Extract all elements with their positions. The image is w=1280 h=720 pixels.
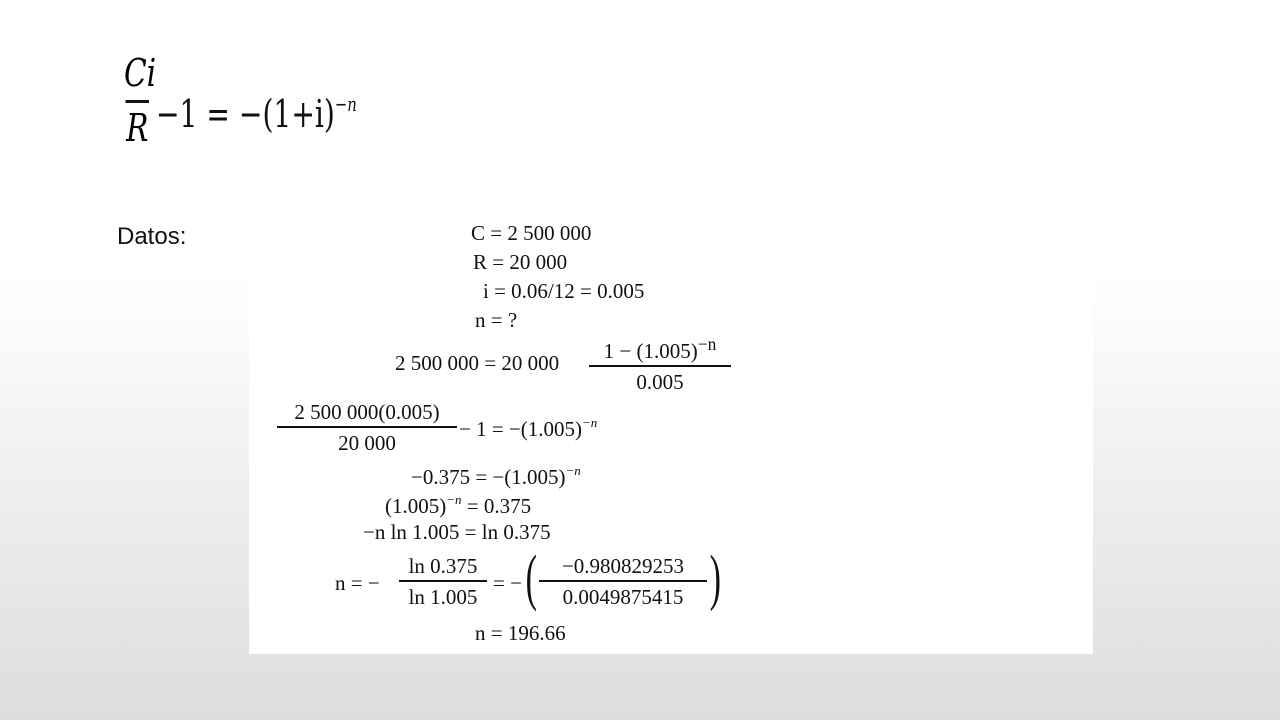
eq6-denominator: ln 1.005 — [408, 585, 478, 609]
eq4-exponent: −n — [446, 492, 462, 507]
eq1-numerator — [589, 336, 731, 362]
eq6-inner-fraction — [539, 556, 707, 608]
right-paren: ) — [709, 544, 722, 612]
result: n = 196.66 — [475, 621, 566, 645]
eq2-fraction — [277, 402, 457, 454]
formula-fraction-bar — [126, 100, 149, 103]
eq1-numerator-text: 1 − (1.005) — [603, 339, 698, 363]
eq2-numerator: 2 500 000(0.005) — [294, 400, 440, 424]
formula-rhs — [156, 92, 357, 136]
eq6-lhs: n = − — [335, 571, 380, 595]
given-c: C = 2 500 000 — [471, 221, 592, 245]
eq6-fraction — [399, 556, 487, 608]
unknown-n: n = ? — [475, 308, 518, 332]
eq3-text: −0.375 = −(1.005) — [411, 465, 566, 489]
formula-denominator: R — [126, 106, 149, 150]
eq1-lhs: 2 500 000 = 20 000 — [395, 351, 560, 375]
formula-numerator: Ci — [124, 51, 157, 95]
eq6-numerator: ln 0.375 — [408, 554, 478, 578]
eq6-mid: = − — [493, 571, 522, 595]
eq4-rhs: = 0.375 — [461, 494, 532, 518]
given-i: i = 0.06/12 = 0.005 — [483, 279, 645, 303]
datos-label: Datos: — [117, 223, 187, 250]
eq1-fraction-bar — [589, 365, 731, 367]
solution-image — [249, 216, 1093, 654]
formula-fraction — [124, 51, 157, 150]
eq2-fraction-bar — [277, 426, 457, 428]
formula-rhs-text: −1 = −(1+i) — [156, 92, 335, 136]
formula-exponent: −n — [334, 92, 357, 116]
eq5: −n ln 1.005 = ln 0.375 — [363, 520, 551, 544]
eq6-inner-numerator: −0.980829253 — [561, 554, 685, 578]
eq6-inner-denominator: 0.0049875415 — [562, 585, 684, 609]
eq1-fraction — [589, 336, 731, 393]
given-r: R = 20 000 — [473, 250, 568, 274]
eq1-denominator: 0.005 — [636, 370, 684, 394]
eq2-rhs — [459, 416, 597, 440]
formula-image — [90, 40, 372, 198]
eq1-numerator-exponent: −n — [697, 334, 717, 354]
eq4-lhs: (1.005) — [385, 494, 447, 518]
eq2-rhs-exponent: −n — [582, 415, 598, 430]
eq3-exponent: −n — [565, 463, 581, 478]
eq4 — [385, 493, 531, 517]
eq6-inner-fraction-bar — [539, 580, 707, 582]
eq3 — [411, 464, 581, 488]
left-paren: ( — [525, 544, 538, 612]
eq2-denominator: 20 000 — [338, 431, 396, 455]
eq6-fraction-bar — [399, 580, 487, 582]
eq2-rhs-text: − 1 = −(1.005) — [459, 417, 583, 441]
